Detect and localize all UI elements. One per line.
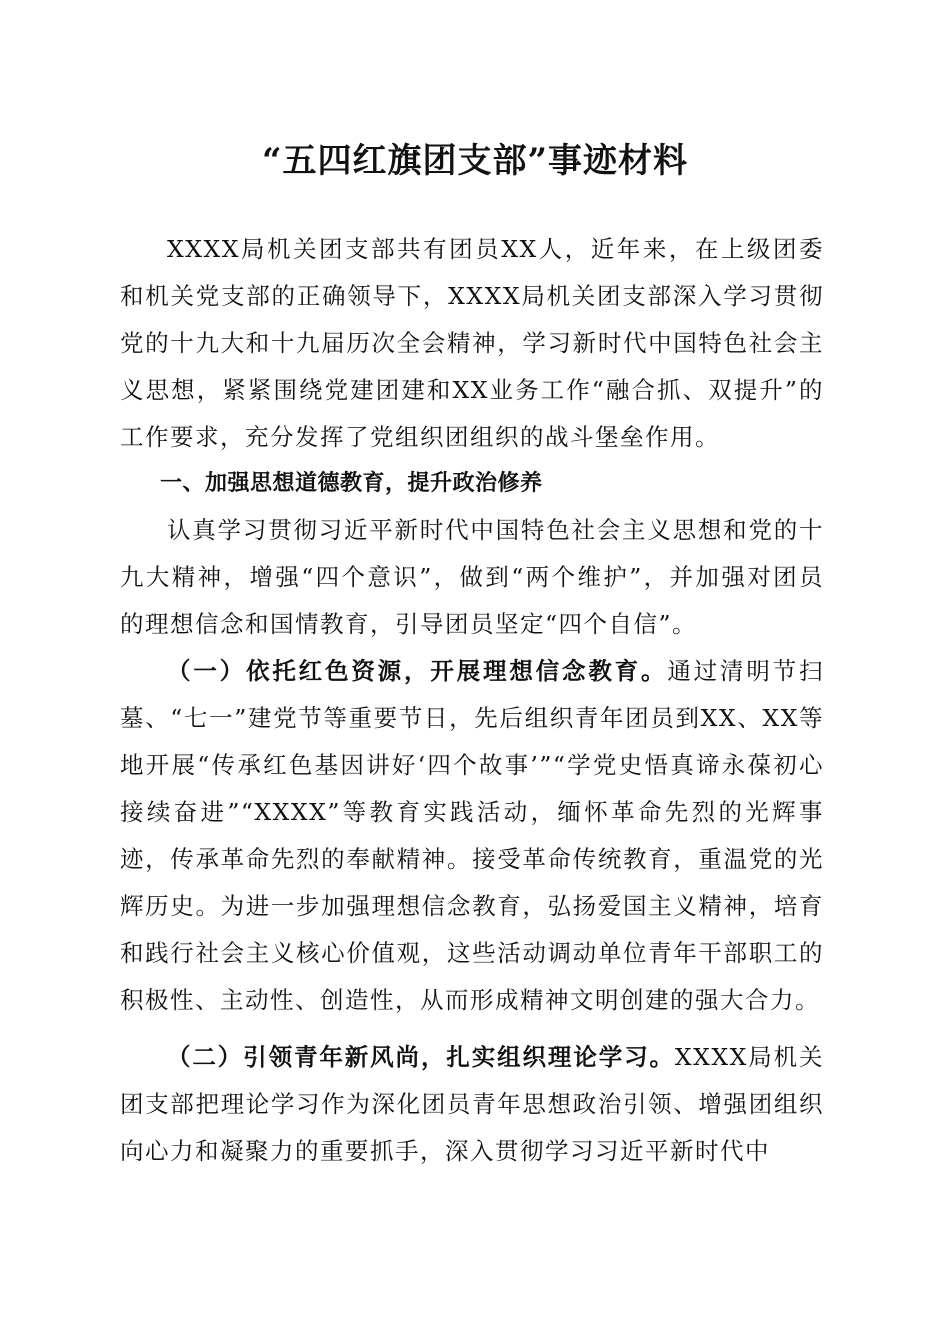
item-lead-1: （一）依托红色资源，开展理想信念教育。 bbox=[167, 657, 668, 685]
item-text-2: XXXX局机关团支部把理论学习作为深化团员青年思想政治引领、增强团组织向心力和凝聚力的重要抓手，深入贯彻学习习近平新时代中 bbox=[120, 1043, 825, 1165]
item-paragraph-1 bbox=[120, 648, 824, 1024]
item-text-1: 通过清明节扫墓、“七一”建党节等重要节日，先后组织青年团员到XX、XX等地开展“传承红色基因讲好‘四个故事’”“学党史悟真谛永葆初心接续奋进”“XXXX”等教育实践活动，缅怀革命先烈的光辉事迹，传承革命先烈的奉献精神。接受革命传统教育，重温党的光辉历史。为进一步加强理想信念教育，弘扬爱国主义精神，培育和践行社会主义核心价值观，这些活动调动单位青年干部职工的积极性、主动性、创造性，从而形成精神文明创建的强大合力。 bbox=[120, 657, 825, 1014]
document-body bbox=[120, 226, 824, 1175]
item-lead-2: （二）引领青年新风尚，扎实组织理论学习。 bbox=[167, 1043, 675, 1071]
section-heading: 一、加强思想道德教育，提升政治修养 bbox=[160, 471, 543, 496]
intro-paragraph: XXXX局机关团支部共有团员XX人，近年来，在上级团委和机关党支部的正确领导下，XXXX局机关团支部深入学习贯彻党的十九大和十九届历次全会精神，学习新时代中国特色社会主义思想，紧紧围绕党建团建和XX业务工作“融合抓、双提升”的工作要求，充分发挥了党组织团组织的战斗堡垒作用。 bbox=[120, 235, 824, 451]
section-intro-paragraph: 认真学习贯彻习近平新时代中国特色社会主义思想和党的十九大精神，增强“四个意识”，做到“两个维护”，并加强对团员的理想信念和国情教育，引导团员坚定“四个自信”。 bbox=[120, 516, 824, 638]
document-title: “五四红旗团支部”事迹材料 bbox=[261, 141, 689, 181]
item-paragraph-2 bbox=[120, 1034, 824, 1175]
paragraph-spacer bbox=[120, 1024, 824, 1034]
